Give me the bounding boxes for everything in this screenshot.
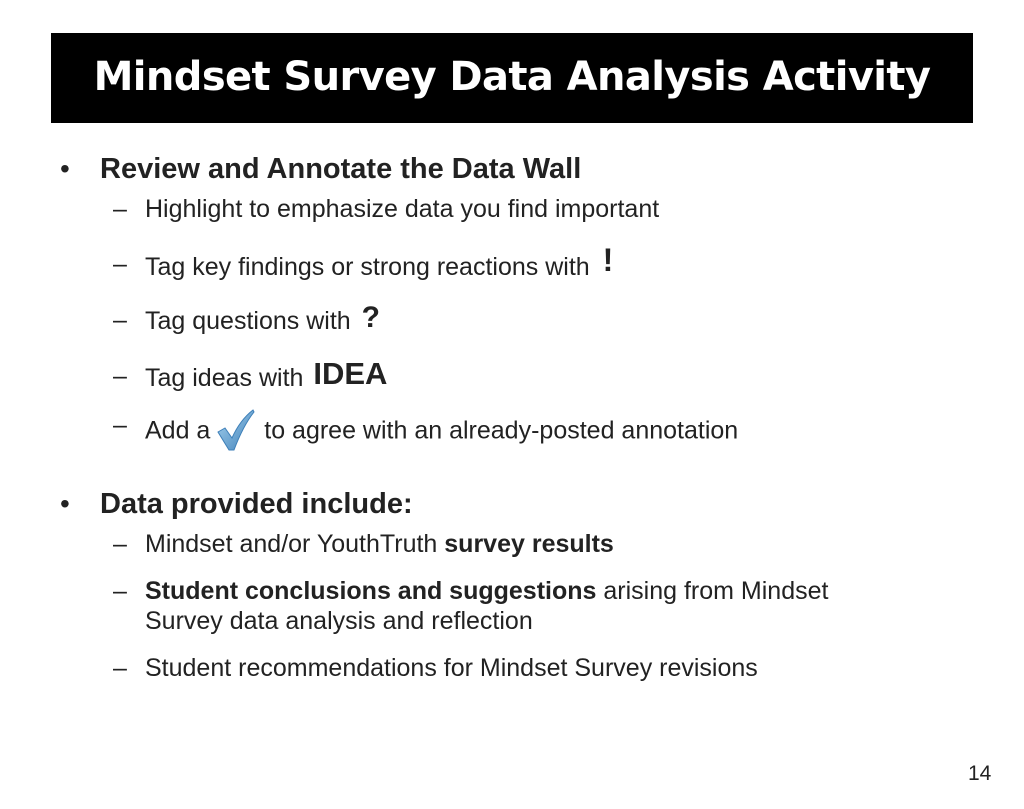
list-item-agree [145, 410, 738, 454]
list-item-text: Highlight to emphasize data you find important [145, 195, 660, 223]
list-item-text: arising from Mindset [596, 577, 829, 605]
list-item-highlight [145, 194, 659, 224]
list-item-text: Student recommendations for Mindset Survey revisions [145, 654, 758, 682]
list-item-ideas [145, 356, 388, 393]
list-item-student-conclusions [145, 576, 828, 606]
list-item-recommendations [145, 653, 758, 683]
list-item-bold: survey results [444, 530, 614, 558]
list-item-bold: Student conclusions and suggestions [145, 577, 597, 605]
dash-1: – [113, 195, 127, 223]
section2-heading: Data provided include: [100, 488, 413, 520]
slide-title: Mindset Survey Data Analysis Activity [93, 54, 931, 100]
bullet-1: • [60, 153, 70, 184]
list-item-questions [145, 301, 380, 336]
dash-4: – [113, 362, 127, 390]
list-item-text: Mindset and/or YouthTruth [145, 530, 445, 558]
list-item-text: Tag questions with [145, 307, 358, 335]
question-symbol: ? [361, 301, 380, 334]
exclamation-symbol: ! [602, 242, 614, 278]
dash-5: – [113, 411, 127, 439]
section1-heading: Review and Annotate the Data Wall [100, 153, 582, 185]
dash-6: – [113, 530, 127, 558]
bullet-2: • [60, 488, 70, 519]
list-item-survey-results [145, 529, 614, 559]
dash-8: – [113, 654, 127, 682]
dash-3: – [113, 306, 127, 334]
list-item-text: Tag key findings or strong reactions with [145, 253, 597, 281]
dash-2: – [113, 250, 127, 278]
list-item-key-findings [145, 242, 614, 282]
dash-7: – [113, 577, 127, 605]
list-item-text: Tag ideas with [145, 364, 311, 392]
page-number: 14 [968, 762, 992, 785]
list-item-text: Survey data analysis and reflection [145, 607, 533, 635]
list-item-student-conclusions-continued [145, 606, 533, 636]
list-item-prefix: Add a [145, 416, 211, 445]
check-icon [217, 408, 255, 452]
list-item-suffix: to agree with an already-posted annotation [264, 416, 739, 445]
title-bar [51, 33, 973, 123]
idea-symbol: IDEA [313, 356, 388, 391]
